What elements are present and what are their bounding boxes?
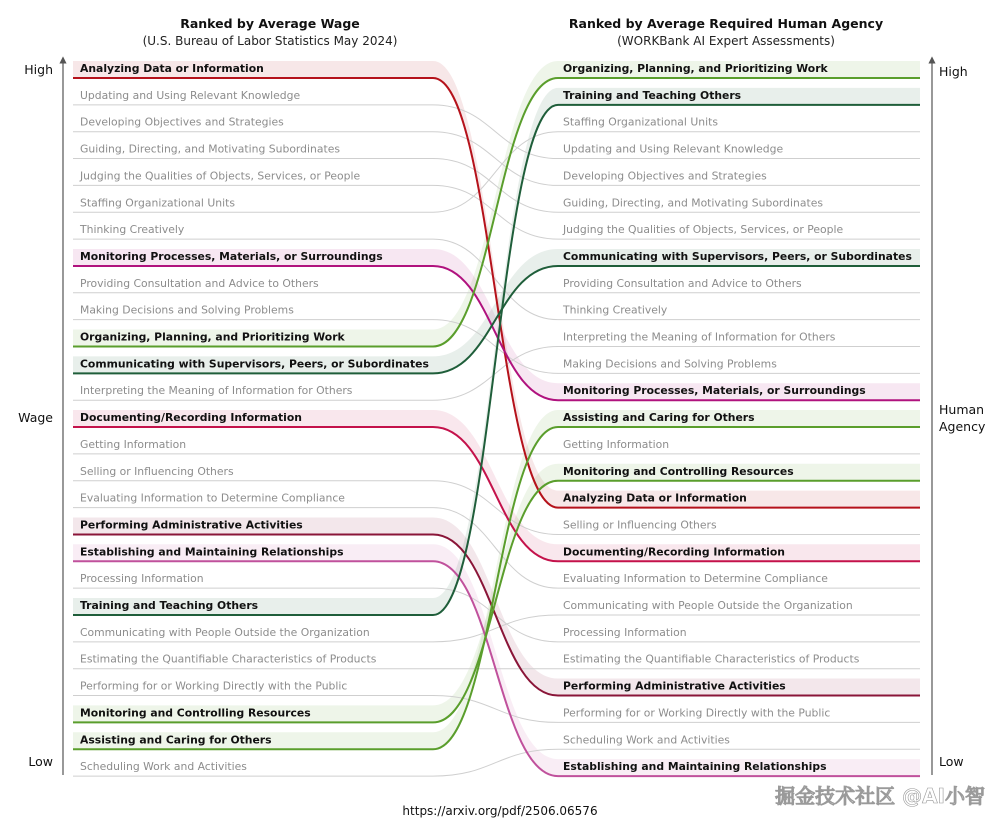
right-label-training-and-teaching-others: Training and Teaching Others xyxy=(563,88,742,102)
right-label-assisting-and-caring-for-others: Assisting and Caring for Others xyxy=(563,411,755,425)
right-label-interpreting-the-meaning-of-information-for-others: Interpreting the Meaning of Information for Others xyxy=(563,330,836,344)
left-label-establishing-and-maintaining-relationships: Establishing and Maintaining Relationships xyxy=(80,545,344,559)
left-label-training-and-teaching-others: Training and Teaching Others xyxy=(80,599,259,612)
left-axis-low: Low xyxy=(28,754,53,769)
left-axis-label: Wage xyxy=(18,410,53,425)
left-label-performing-administrative-activities: Performing Administrative Activities xyxy=(80,518,303,532)
left-label-documenting-recording-information: Documenting/Recording Information xyxy=(80,411,302,425)
left-label-analyzing-data-or-information: Analyzing Data or Information xyxy=(80,62,264,75)
watermark: 掘金技术社区 @AI小智 xyxy=(775,784,985,808)
right-label-organizing-planning-and-prioritizing-work: Organizing, Planning, and Prioritizing Work xyxy=(563,62,828,75)
right-axis-high: High xyxy=(939,64,968,79)
right-label-providing-consultation-and-advice-to-others: Providing Consultation and Advice to Others xyxy=(563,276,802,290)
left-title: Ranked by Average Wage xyxy=(180,16,360,31)
right-label-communicating-with-supervisors-peers-or-subordinates: Communicating with Supervisors, Peers, or Subordinates xyxy=(563,249,912,263)
left-label-making-decisions-and-solving-problems: Making Decisions and Solving Problems xyxy=(80,303,294,317)
left-label-estimating-the-quantifiable-characteristics-of-products: Estimating the Quantifiable Characteristics of Products xyxy=(80,652,377,666)
left-label-evaluating-information-to-determine-compliance: Evaluating Information to Determine Compliance xyxy=(80,491,345,505)
left-label-interpreting-the-meaning-of-information-for-others: Interpreting the Meaning of Information for Others xyxy=(80,384,353,398)
right-label-establishing-and-maintaining-relationships: Establishing and Maintaining Relationships xyxy=(563,760,827,774)
right-label-thinking-creatively: Thinking Creatively xyxy=(563,303,668,317)
right-label-estimating-the-quantifiable-characteristics-of-products: Estimating the Quantifiable Characteristics of Products xyxy=(563,652,860,666)
right-label-guiding-directing-and-motivating-subordinates: Guiding, Directing, and Motivating Subordinates xyxy=(563,196,823,210)
left-label-scheduling-work-and-activities: Scheduling Work and Activities xyxy=(80,760,247,774)
right-title: Ranked by Average Required Human Agency xyxy=(568,16,884,31)
left-label-monitoring-and-controlling-resources: Monitoring and Controlling Resources xyxy=(80,706,311,720)
right-label-scheduling-work-and-activities: Scheduling Work and Activities xyxy=(563,733,730,747)
left-label-organizing-planning-and-prioritizing-work: Organizing, Planning, and Prioritizing Work xyxy=(80,330,345,344)
right-axis-low: Low xyxy=(939,754,964,769)
left-label-selling-or-influencing-others: Selling or Influencing Others xyxy=(80,464,234,478)
right-axis-label-line1: Human xyxy=(939,402,985,417)
right-label-monitoring-and-controlling-resources: Monitoring and Controlling Resources xyxy=(563,464,794,478)
right-label-getting-information: Getting Information xyxy=(563,437,670,451)
source-url: https://arxiv.org/pdf/2506.06576 xyxy=(402,804,598,818)
right-label-performing-for-or-working-directly-with-the-public: Performing for or Working Directly with the Public xyxy=(563,706,831,720)
left-label-developing-objectives-and-strategies: Developing Objectives and Strategies xyxy=(80,115,284,129)
left-label-performing-for-or-working-directly-with-the-public: Performing for or Working Directly with the Public xyxy=(80,679,348,693)
right-label-performing-administrative-activities: Performing Administrative Activities xyxy=(563,679,786,693)
left-label-processing-information: Processing Information xyxy=(80,572,204,586)
left-label-staffing-organizational-units: Staffing Organizational Units xyxy=(80,196,235,210)
left-label-monitoring-processes-materials-or-surroundings: Monitoring Processes, Materials, or Surroundings xyxy=(80,249,383,263)
right-label-evaluating-information-to-determine-compliance: Evaluating Information to Determine Compliance xyxy=(563,572,828,586)
left-label-guiding-directing-and-motivating-subordinates: Guiding, Directing, and Motivating Subordinates xyxy=(80,142,340,156)
right-label-staffing-organizational-units: Staffing Organizational Units xyxy=(563,115,718,129)
left-label-thinking-creatively: Thinking Creatively xyxy=(80,223,185,237)
left-subtitle: (U.S. Bureau of Labor Statistics May 2024) xyxy=(142,34,398,48)
left-label-assisting-and-caring-for-others: Assisting and Caring for Others xyxy=(80,733,272,747)
right-label-judging-the-qualities-of-objects-services-or-people: Judging the Qualities of Objects, Services, or People xyxy=(563,223,844,237)
right-label-communicating-with-people-outside-the-organization: Communicating with People Outside the Organization xyxy=(563,599,853,612)
right-axis-label-line2: Agency xyxy=(939,419,986,434)
left-label-communicating-with-people-outside-the-organization: Communicating with People Outside the Organization xyxy=(80,625,370,639)
connector-layer xyxy=(73,78,920,776)
left-label-communicating-with-supervisors-peers-or-subordinates: Communicating with Supervisors, Peers, or Subordinates xyxy=(80,357,429,371)
right-label-documenting-recording-information: Documenting/Recording Information xyxy=(563,545,785,559)
left-axis-high: High xyxy=(24,62,53,77)
right-label-analyzing-data-or-information: Analyzing Data or Information xyxy=(563,491,747,505)
right-subtitle: (WORKBank AI Expert Assessments) xyxy=(617,34,835,48)
right-label-processing-information: Processing Information xyxy=(563,625,687,639)
right-label-updating-and-using-relevant-knowledge: Updating and Using Relevant Knowledge xyxy=(563,142,784,156)
right-label-developing-objectives-and-strategies: Developing Objectives and Strategies xyxy=(563,169,767,183)
right-label-making-decisions-and-solving-problems: Making Decisions and Solving Problems xyxy=(563,357,777,371)
band-monitoring-processes-materials-or-surroundings xyxy=(73,249,920,400)
left-label-providing-consultation-and-advice-to-others: Providing Consultation and Advice to Others xyxy=(80,276,319,290)
right-label-monitoring-processes-materials-or-surroundings: Monitoring Processes, Materials, or Surroundings xyxy=(563,384,866,398)
left-label-judging-the-qualities-of-objects-services-or-people: Judging the Qualities of Objects, Services, or People xyxy=(80,169,361,183)
band-documenting-recording-information xyxy=(73,410,920,561)
left-label-getting-information: Getting Information xyxy=(80,437,187,451)
right-label-selling-or-influencing-others: Selling or Influencing Others xyxy=(563,518,717,532)
left-label-updating-and-using-relevant-knowledge: Updating and Using Relevant Knowledge xyxy=(80,88,301,102)
